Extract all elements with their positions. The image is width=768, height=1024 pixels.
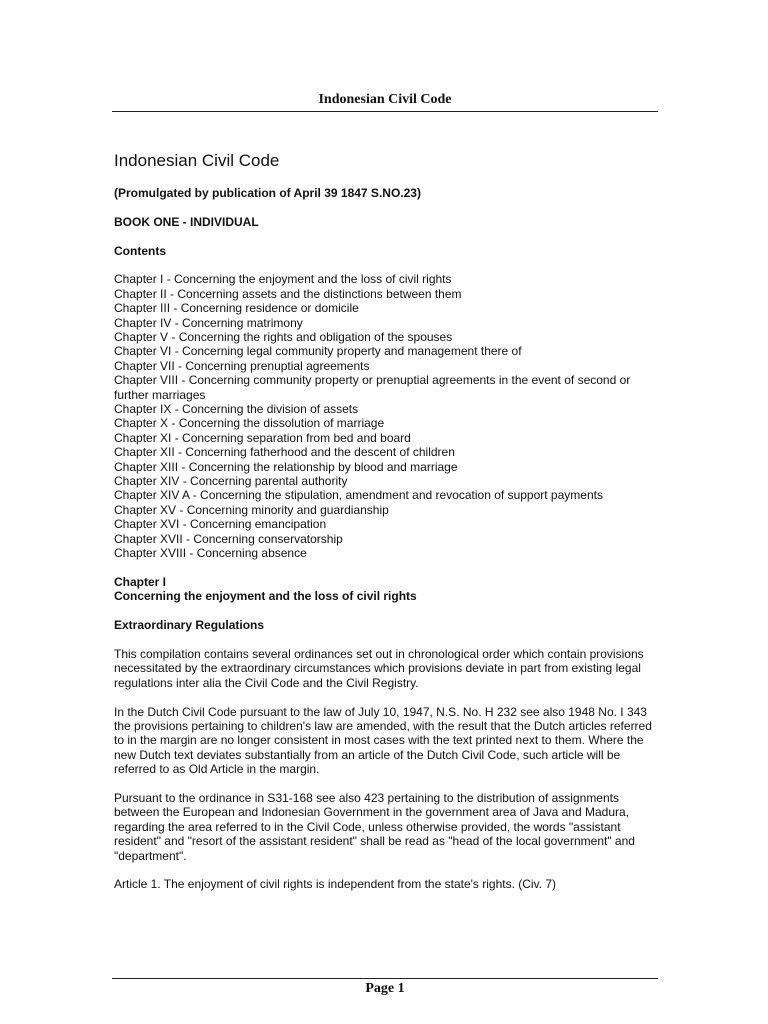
toc-entry: Chapter X - Concerning the dissolution of marriage <box>114 416 385 431</box>
page-number: Page 1 <box>365 981 405 996</box>
header-rule <box>112 111 658 112</box>
footer-rule <box>112 978 658 979</box>
chapter-title: Concerning the enjoyment and the loss of civil rights <box>114 589 417 604</box>
document-title: Indonesian Civil Code <box>114 151 280 170</box>
promulgation-note: (Promulgated by publication of April 39 1847 S.NO.23) <box>114 186 421 200</box>
body-paragraph: This compilation contains several ordinances set out in chronological order which contain provisions necessitated by the extraordinary circumstances which provisions deviate in part from existing legal regulations inter alia the Civil Code and the Civil Registry. <box>114 646 644 690</box>
toc-entry: Chapter XI - Concerning separation from bed and board <box>114 430 411 445</box>
toc-entry: Chapter VI - Concerning legal community property and management there of <box>114 344 522 359</box>
running-header-title: Indonesian Civil Code <box>318 92 452 107</box>
toc-entry: Chapter XIV A - Concerning the stipulation, amendment and revocation of support payments <box>114 488 603 503</box>
document-body <box>114 150 662 892</box>
article-text: Article 1. The enjoyment of civil rights is independent from the state's rights. (Civ. 7) <box>114 877 557 892</box>
toc-entry: Chapter IX - Concerning the division of assets <box>114 402 359 417</box>
body-paragraph: Pursuant to the ordinance in S31-168 see also 423 pertaining to the distribution of assignments between the European and Indonesian Government in the government area of Java and Madura, regarding the area referred to in the Civil Code, unless otherwise provided, the words "assistant resident" and "resort of the assistant resident" shall be read as "head of the local government" and "department". <box>114 790 635 863</box>
book-heading: BOOK ONE - INDIVIDUAL <box>114 214 259 229</box>
toc-entry: Chapter VII - Concerning prenuptial agreements <box>114 358 370 373</box>
toc-entry: Chapter VIII - Concerning community property or prenuptial agreements in the event of second or further marriages <box>114 373 631 402</box>
toc-entry: Chapter XVII - Concerning conservatorship <box>114 531 343 546</box>
body-paragraph: In the Dutch Civil Code pursuant to the law of July 10, 1947, N.S. No. H 232 see also 1948 No. I 343 the provisions pertaining to children's law are amended, with the result that the Dutch articles referred to in the margin are no longer consistent in most cases with the text printed next to them. Where the new Dutch text deviates substantially from an article of the Dutch Civil Code, such article will be referred to as Old Article in the margin. <box>114 704 652 777</box>
toc-entry: Chapter III - Concerning residence or domicile <box>114 301 359 316</box>
toc-entry: Chapter I - Concerning the enjoyment and the loss of civil rights <box>114 272 452 287</box>
toc-entry: Chapter XIII - Concerning the relationship by blood and marriage <box>114 459 458 474</box>
toc-entry: Chapter XIV - Concerning parental authority <box>114 474 348 489</box>
toc-entry: Chapter XVIII - Concerning absence <box>114 546 307 561</box>
chapter-label: Chapter I <box>114 574 167 589</box>
toc-entry: Chapter II - Concerning assets and the distinctions between them <box>114 286 462 301</box>
table-of-contents <box>114 272 662 560</box>
toc-entry: Chapter IV - Concerning matrimony <box>114 315 303 330</box>
toc-entry: Chapter XII - Concerning fatherhood and the descent of children <box>114 445 455 460</box>
section-heading: Extraordinary Regulations <box>114 618 265 633</box>
contents-heading: Contents <box>114 243 166 258</box>
toc-entry: Chapter V - Concerning the rights and obligation of the spouses <box>114 330 453 345</box>
toc-entry: Chapter XVI - Concerning emancipation <box>114 517 327 532</box>
toc-entry: Chapter XV - Concerning minority and guardianship <box>114 502 389 517</box>
